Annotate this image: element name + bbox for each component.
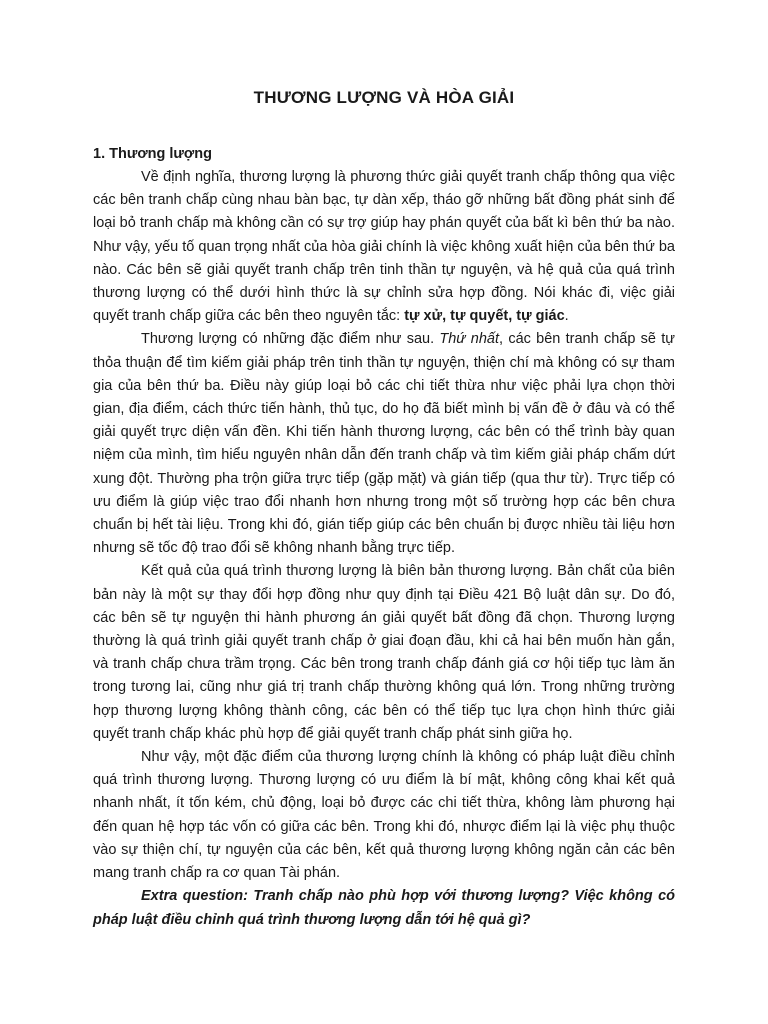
section-heading: 1. Thương lượng: [93, 146, 212, 162]
italic-marker: Thứ nhất: [439, 331, 500, 348]
paragraph-text: , các bên tranh chấp sẽ tự thỏa thuận để tìm kiếm giải pháp trên tinh thần tự nguyện, thiện chí mà không có sự tham gia của bên thứ ba. Điều này giúp loại bỏ các chi tiết thừa như việc phải lựa chọn thời gian, địa điểm, cách thức tiến hành, thủ tục, do họ đã biết mình bị vấn đề ở đâu và có thể giải quyết trực diện vấn đền. Khi tiến hành thương lượng, các bên có thể trình bày quan niệm của mình, tìm hiểu nguyên nhân dẫn đến tranh chấp và tìm kiếm giải pháp chấm dứt xung đột. Thường pha trộn giữa trực tiếp (gặp mặt) và gián tiếp (qua thư từ). Trực tiếp có ưu điểm là giúp việc trao đổi nhanh hơn nhưng trong một số trường hợp các bên chưa chuẩn bị hết tài liệu. Trong khi đó, gián tiếp giúp các bên chuẩn bị được nhiều tài liệu hơn nhưng sẽ tốc độ trao đổi sẽ không nhanh bằng trực tiếp.: [93, 331, 676, 557]
document-title: THƯƠNG LƯỢNG VÀ HÒA GIẢI: [253, 88, 515, 107]
paragraph-characteristics: [93, 328, 675, 560]
paragraph-end: .: [564, 308, 569, 325]
paragraph-definition: [93, 166, 675, 328]
paragraph-text: Về định nghĩa, thương lượng là phương thức giải quyết tranh chấp thông qua việc các bên tranh chấp cùng nhau bàn bạc, tự dàn xếp, tháo gỡ những bất đồng phát sinh để loại bỏ tranh chấp mà không cần có sự trợ giúp hay phán quyết của bất kì bên thứ ba nào. Như vậy, yếu tố quan trọng nhất của hòa giải chính là việc không xuất hiện của bên thứ ba nào. Các bên sẽ giải quyết tranh chấp trên tinh thần tự nguyện, và hệ quả của quá trình thương lượng có thể dưới hình thức là sự chỉnh sửa hợp đồng. Nói khác đi, việc giải quyết tranh chấp giữa các bên theo nguyên tắc:: [93, 169, 675, 325]
paragraph-result: Kết quả của quá trình thương lượng là biên bản thương lượng. Bản chất của biên bản này là một sự thay đổi hợp đồng như quy định tại Điều 421 Bộ luật dân sự. Do đó, các bên sẽ tự nguyện thi hành phương án giải quyết bất đồng đã chọn. Thương lượng thường là quá trình giải quyết tranh chấp ở giai đoạn đầu, khi cả hai bên muốn hàn gắn, và tranh chấp chưa trầm trọng. Các bên trong tranh chấp đánh giá cơ hội tiếp tục làm ăn trong tương lai, cũng như giá trị tranh chấp thường không quá lớn. Trong những trường hợp thương lượng không thành công, các bên có thể tiếp tục lựa chọn hình thức giải quyết tranh chấp khác phù hợp để giải quyết tranh chấp phát sinh giữa họ.: [93, 563, 675, 742]
paragraph-text: Thương lượng có những đặc điểm như sau.: [141, 331, 440, 348]
extra-question: Extra question: Tranh chấp nào phù hợp với thương lượng? Việc không có pháp luật điều chỉnh quá trình thương lượng dẫn tới hệ quả gì?: [93, 888, 675, 928]
principle-bold-text: tự xử, tự quyết, tự giác: [404, 308, 565, 325]
paragraph-summary: Như vậy, một đặc điểm của thương lượng chính là không có pháp luật điều chỉnh quá trình thương lượng. Thương lượng có ưu điểm là bí mật, không công khai kết quả nhanh nhất, ít tốn kém, chủ động, loại bỏ được các chi tiết thừa, không làm phương hại đến quan hệ hợp tác vốn có giữa các bên. Trong khi đó, nhược điểm lại là việc phụ thuộc vào sự thiện chí, tự nguyện của các bên, kết quả thương lượng không ngăn cản các bên mang tranh chấp ra cơ quan Tài phán.: [93, 749, 675, 882]
document-page: [93, 88, 675, 932]
